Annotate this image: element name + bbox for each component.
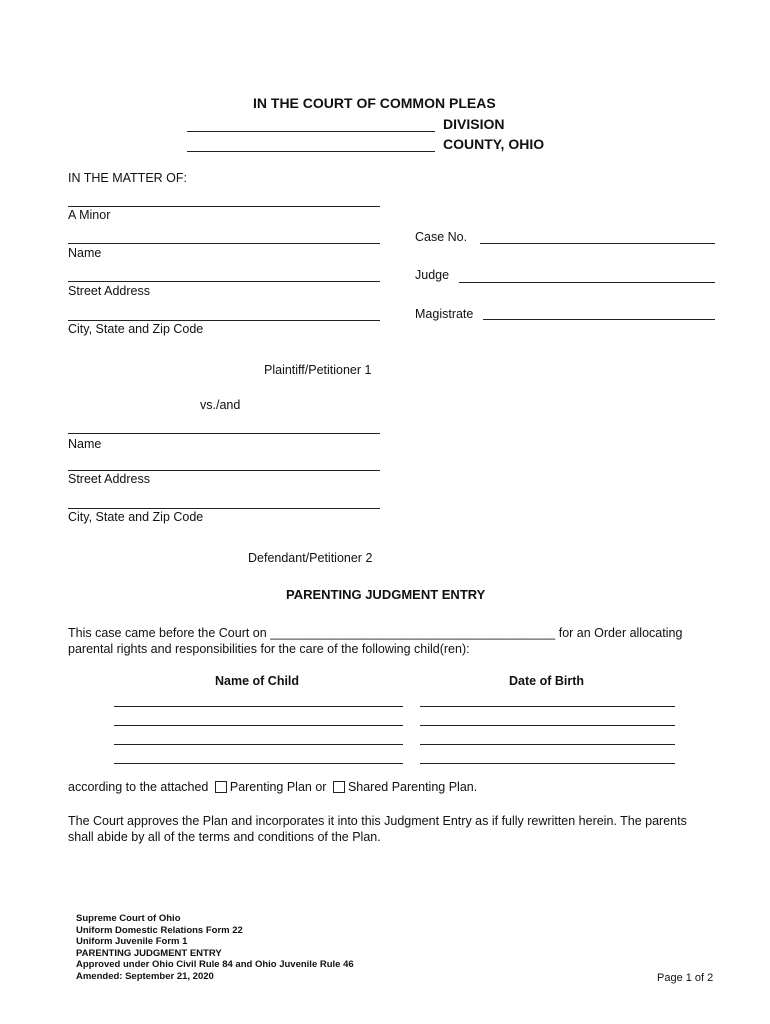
plaintiff-city-line[interactable]	[68, 320, 380, 321]
form-footer	[76, 913, 354, 983]
page-number: Page 1 of 2	[657, 972, 714, 984]
col-date-of-birth: Date of Birth	[509, 674, 584, 688]
case-no-label: Case No.	[415, 230, 468, 244]
intro-part2: for an Order allocating	[558, 626, 683, 640]
footer-line: PARENTING JUDGMENT ENTRY	[76, 947, 222, 959]
child-name-line-3[interactable]	[114, 744, 403, 745]
footer-line: Amended: September 21, 2020	[76, 970, 214, 982]
minor-label: A Minor	[68, 208, 111, 222]
parenting-plan-checkbox[interactable]	[215, 781, 227, 793]
child-dob-line-2[interactable]	[420, 725, 675, 726]
footer-line: Approved under Ohio Civil Rule 84 and Ohio Juvenile Rule 46	[76, 959, 354, 971]
child-name-line-2[interactable]	[114, 725, 403, 726]
division-blank-line[interactable]	[187, 131, 435, 132]
approval-paragraph	[68, 813, 728, 845]
entry-title: PARENTING JUDGMENT ENTRY	[286, 587, 486, 602]
defendant-city-line[interactable]	[68, 508, 380, 509]
plan-selection	[68, 780, 477, 794]
child-name-line-1[interactable]	[114, 706, 403, 707]
defendant-role: Defendant/Petitioner 2	[248, 551, 373, 565]
intro-line2: parental rights and responsibilities for the care of the following child(ren):	[68, 642, 470, 656]
county-blank-line[interactable]	[187, 151, 435, 152]
defendant-street-line[interactable]	[68, 470, 380, 471]
child-name-line-4[interactable]	[114, 763, 403, 764]
division-label: DIVISION	[443, 116, 505, 132]
defendant-street-label: Street Address	[68, 472, 150, 486]
plan-prefix: according to the attached	[68, 780, 209, 794]
footer-line: Supreme Court of Ohio	[76, 913, 181, 924]
plaintiff-name-label: Name	[68, 246, 102, 260]
child-dob-line-4[interactable]	[420, 763, 675, 764]
judge-field[interactable]	[459, 282, 715, 283]
child-dob-line-3[interactable]	[420, 744, 675, 745]
magistrate-label: Magistrate	[415, 307, 474, 321]
hearing-date-blank[interactable]: _________________________________________	[270, 626, 556, 640]
approval-line1: The Court approves the Plan and incorporates it into this Judgment Entry as if fully rewritten herein. The parents	[68, 814, 687, 828]
shared-parenting-plan-checkbox[interactable]	[333, 781, 345, 793]
defendant-name-label: Name	[68, 437, 102, 451]
intro-paragraph	[68, 625, 718, 657]
defendant-name-line[interactable]	[68, 433, 380, 434]
intro-part1: This case came before the Court on	[68, 626, 267, 640]
shared-parenting-plan-label: Shared Parenting Plan.	[347, 780, 478, 794]
plaintiff-role: Plaintiff/Petitioner 1	[264, 363, 372, 377]
matter-label: IN THE MATTER OF:	[68, 171, 187, 185]
versus-label: vs./and	[200, 398, 241, 412]
plaintiff-street-label: Street Address	[68, 284, 150, 298]
county-label: COUNTY, OHIO	[443, 136, 545, 152]
footer-line: Uniform Juvenile Form 1	[76, 936, 188, 948]
court-title: IN THE COURT OF COMMON PLEAS	[253, 95, 496, 111]
defendant-city-label: City, State and Zip Code	[68, 510, 204, 524]
magistrate-field[interactable]	[483, 319, 715, 320]
plaintiff-name-line[interactable]	[68, 243, 380, 244]
approval-line2: shall abide by all of the terms and conditions of the Plan.	[68, 830, 381, 844]
plaintiff-city-label: City, State and Zip Code	[68, 322, 204, 336]
col-name-of-child: Name of Child	[215, 674, 300, 688]
footer-line: Uniform Domestic Relations Form 22	[76, 924, 243, 936]
parenting-plan-label: Parenting Plan or	[229, 780, 327, 794]
judge-label: Judge	[415, 268, 450, 282]
child-dob-line-1[interactable]	[420, 706, 675, 707]
case-no-field[interactable]	[480, 243, 715, 244]
minor-blank-line[interactable]	[68, 206, 380, 207]
plaintiff-street-line[interactable]	[68, 281, 380, 282]
